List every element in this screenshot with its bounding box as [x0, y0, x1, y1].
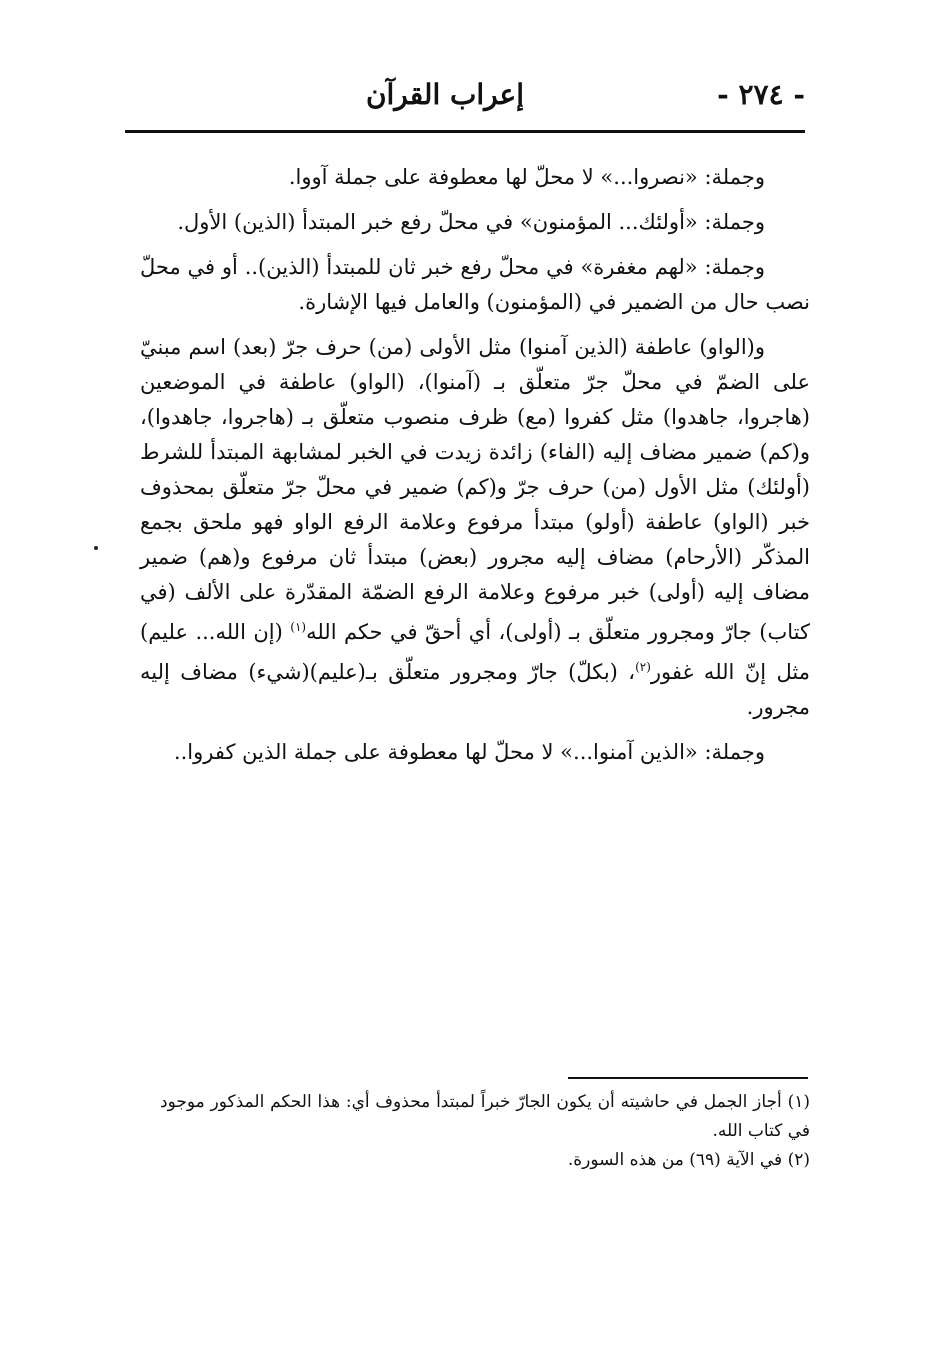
paragraph: وجملة: «لهم مغفرة» في محلّ رفع خبر ثان للمبتدأ (الذين).. أو في محلّ نصب حال من الضمير في (المؤمنون) والعامل فيها الإشارة.: [140, 255, 810, 314]
running-title: إعراب القرآن: [365, 78, 525, 111]
footnotes: [160, 1088, 810, 1175]
paragraph-text: (إن الله... عليم) مثل إنّ الله غفور: [140, 620, 810, 684]
paragraph: وجملة: «الذين آمنوا...» لا محلّ لها معطوفة على جملة الذين كفروا..: [173, 740, 765, 764]
main-text: [140, 160, 810, 780]
header-rule: [125, 130, 805, 133]
paragraph-text: و(الواو) عاطفة (الذين آمنوا) مثل الأولى (من) حرف جرّ (بعد) اسم مبنيّ على الضمّ في محلّ جرّ متعلّق بـ (آمنوا)، (الواو) عاطفة في الموضعين (هاجروا، جاهدوا) مثل كفروا (مع) ظرف منصوب متعلّق بـ (هاجروا، جاهدوا)، و(كم) ضمير مضاف إليه (الفاء) زائدة زيدت في الخبر لمشابهة المبتدأ للشرط (أولئك) مثل الأول (من) حرف جرّ و(كم) ضمير في محلّ جرّ متعلّق بمحذوف خبر (الواو) عاطفة (أولو) مبتدأ مرفوع وعلامة الرفع الواو فهو ملحق بجمع المذكّر (الأرحام) مضاف إليه مجرور (بعض) مبتدأ ثان مرفوع و(هم) ضمير مضاف إليه (أولى) خبر مرفوع وعلامة الرفع الضمّة المقدّرة على الألف (في كتاب) جارّ ومجرور متعلّق بـ (أولى)، أي أحقّ في حكم الله: [140, 335, 810, 644]
footnote-ref: (١): [290, 620, 307, 634]
footnote: (٢) في الآية (٦٩) من هذه السورة.: [567, 1150, 810, 1170]
page-number: - ٢٧٤ -: [717, 78, 805, 111]
footnote: (١) أجاز الجمل في حاشيته أن يكون الجارّ خبراً لمبتدأ محذوف أي: هذا الحكم المذكور موجود في كتاب الله.: [160, 1092, 810, 1141]
scan-speck: [94, 546, 98, 550]
paragraph: وجملة: «أولئك... المؤمنون» في محلّ رفع خبر المبتدأ (الذين) الأول.: [177, 210, 765, 234]
paragraph-analysis: [140, 330, 810, 725]
paragraph-text: ، (بكلّ) جارّ ومجرور متعلّق بـ(عليم)(شيء) مضاف إليه مجرور.: [140, 660, 810, 719]
page-header: [125, 78, 805, 128]
footnote-rule: [568, 1077, 808, 1079]
paragraph: وجملة: «نصروا...» لا محلّ لها معطوفة على جملة آووا.: [288, 165, 765, 189]
footnote-ref: (٢): [635, 660, 651, 674]
